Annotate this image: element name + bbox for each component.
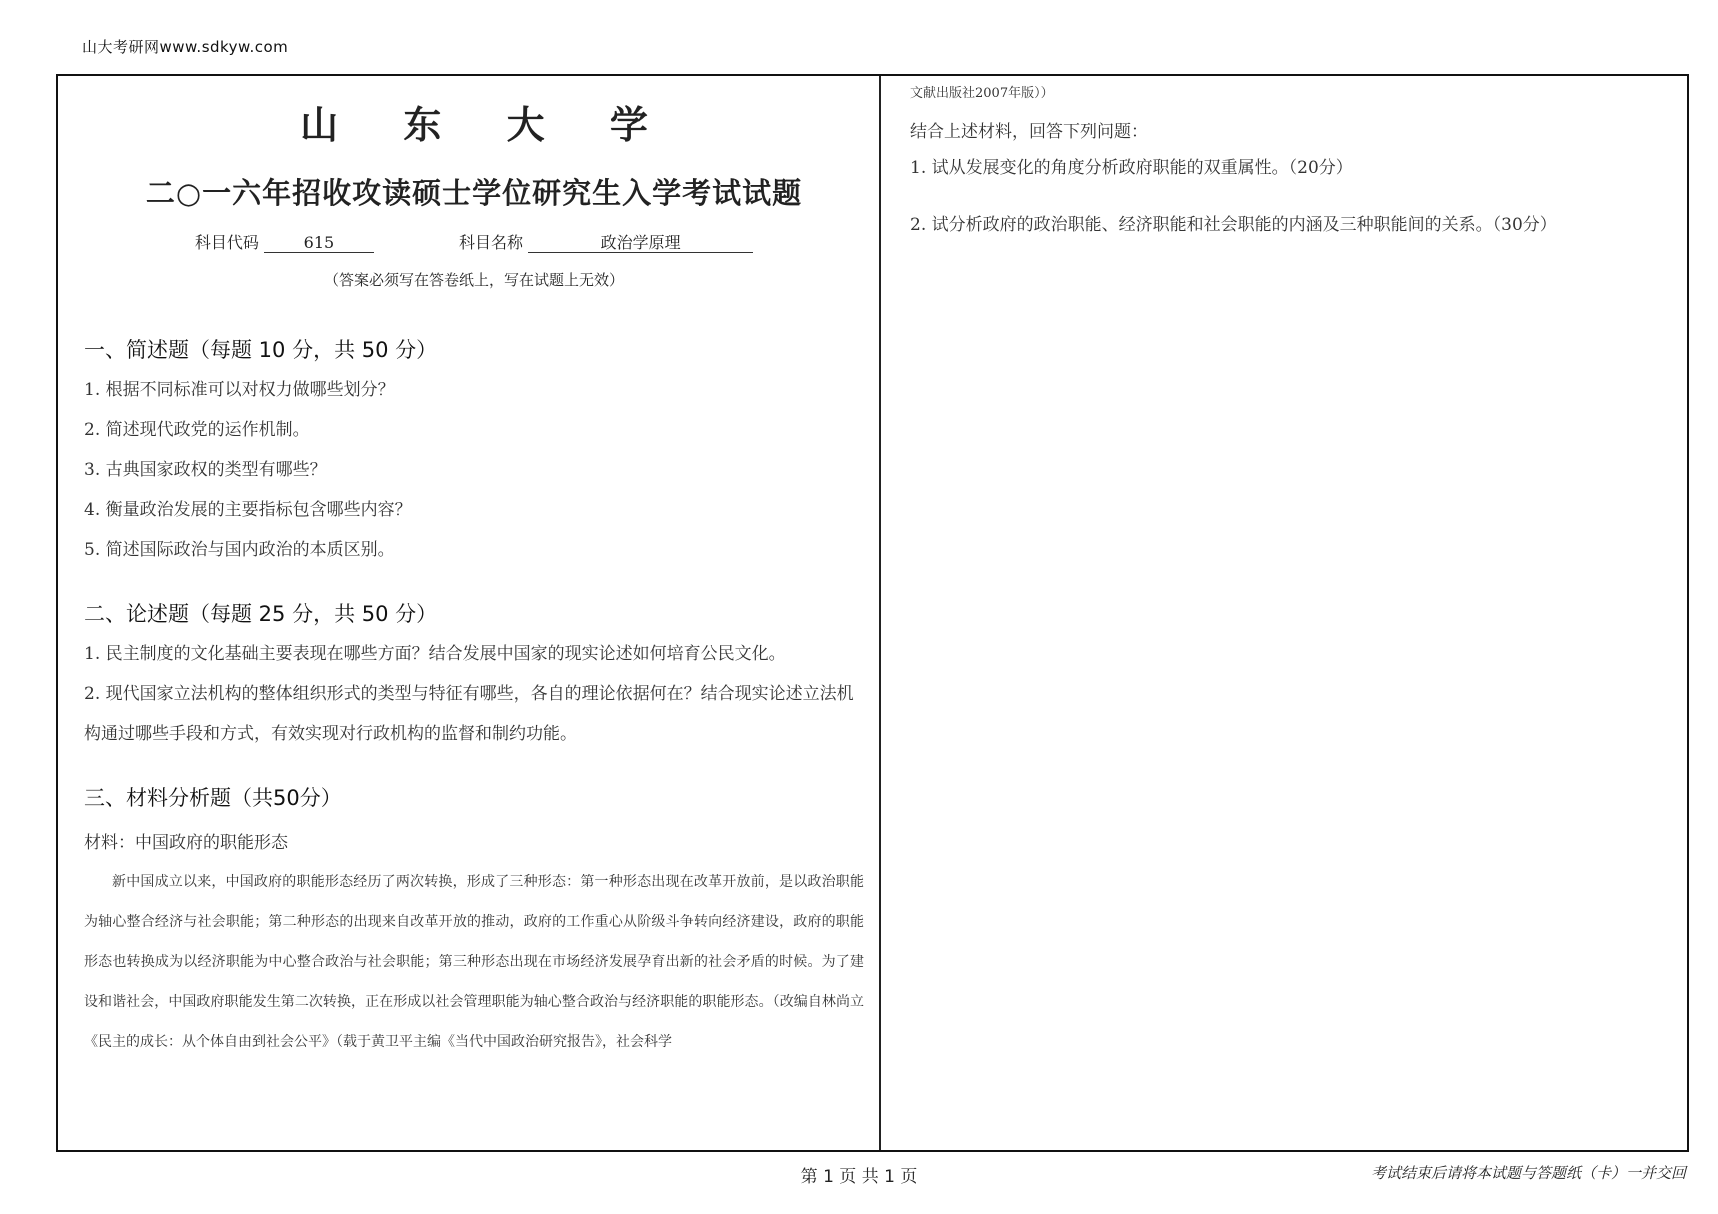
exam-sheet — [56, 74, 1689, 1152]
section2-heading: 二、论述题（每题 25 分，共 50 分） — [84, 602, 438, 626]
list-item: 1. 试从发展变化的角度分析政府职能的双重属性。（20分） — [910, 158, 1353, 178]
subject-code-value: 615 — [264, 234, 374, 253]
subject-meta — [84, 230, 864, 253]
exam-title: 二○一六年招收攻读硕士学位研究生入学考试试题 — [145, 176, 803, 210]
subject-name-label: 科目名称 — [459, 233, 524, 252]
column-divider — [879, 76, 881, 1150]
list-item: 3. 古典国家政权的类型有哪些？ — [84, 460, 327, 480]
material-title: 材料：中国政府的职能形态 — [84, 833, 288, 853]
list-item: 2. 现代国家立法机构的整体组织形式的类型与特征有哪些，各自的理论依据何在？结合现实论述立法机构通过哪些手段和方式，有效实现对行政机构的监督和制约功能。 — [84, 684, 854, 744]
section3-questions — [910, 148, 1690, 245]
subject-code-label: 科目代码 — [194, 233, 259, 252]
list-item: 2. 试分析政府的政治职能、经济职能和社会职能的内涵及三种职能间的关系。（30分） — [910, 215, 1557, 235]
material-text: 新中国成立以来，中国政府的职能形态经历了两次转换，形成了三种形态：第一种形态出现在改革开放前，是以政治职能为轴心整合经济与社会职能；第二种形态的出现来自改革开放的推动，政府的工作重心从阶级斗争转向经济建设，政府的职能形态也转换成为以经济职能为中心整合政治与社会职能；第三种形态出现在市场经济发展孕育出新的社会矛盾的时候。为了建设和谐社会，中国政府职能发生第二次转换，正在形成以社会管理职能为轴心整合政治与经济职能的职能形态。（改编自林尚立《民主的成长：从个体自由到社会公平》（载于黄卫平主编《当代中国政治研究报告》，社会科学 — [84, 874, 864, 1050]
list-item: 1. 根据不同标准可以对权力做哪些划分？ — [84, 380, 395, 400]
left-column — [84, 76, 864, 1062]
section1-heading: 一、简述题（每题 10 分，共 50 分） — [84, 338, 438, 362]
footer-note: 考试结束后请将本试题与答题纸（卡）一并交回 — [1370, 1164, 1686, 1182]
watermark-text: 山大考研网www.sdkyw.com — [82, 38, 289, 56]
list-item: 5. 简述国际政治与国内政治的本质区别。 — [84, 540, 395, 560]
material-continued: 文献出版社2007年版）） — [910, 86, 1054, 101]
material-instruction: 结合上述材料，回答下列问题： — [910, 122, 1148, 142]
section1-questions — [84, 370, 864, 570]
list-item: 2. 简述现代政党的运作机制。 — [84, 420, 310, 440]
section3-heading: 三、材料分析题（共50分） — [84, 786, 342, 810]
page-number: 第 1 页 共 1 页 — [800, 1167, 918, 1187]
list-item: 1. 民主制度的文化基础主要表现在哪些方面？结合发展中国家的现实论述如何培育公民文化。 — [84, 644, 786, 664]
list-item: 4. 衡量政治发展的主要指标包含哪些内容？ — [84, 500, 412, 520]
section2-questions — [84, 634, 864, 754]
answer-notice: （答案必须写在答卷纸上，写在试题上无效） — [323, 271, 624, 289]
subject-name-value: 政治学原理 — [528, 234, 753, 253]
right-column — [910, 76, 1690, 262]
school-name: 山 东 大 学 — [300, 102, 674, 147]
